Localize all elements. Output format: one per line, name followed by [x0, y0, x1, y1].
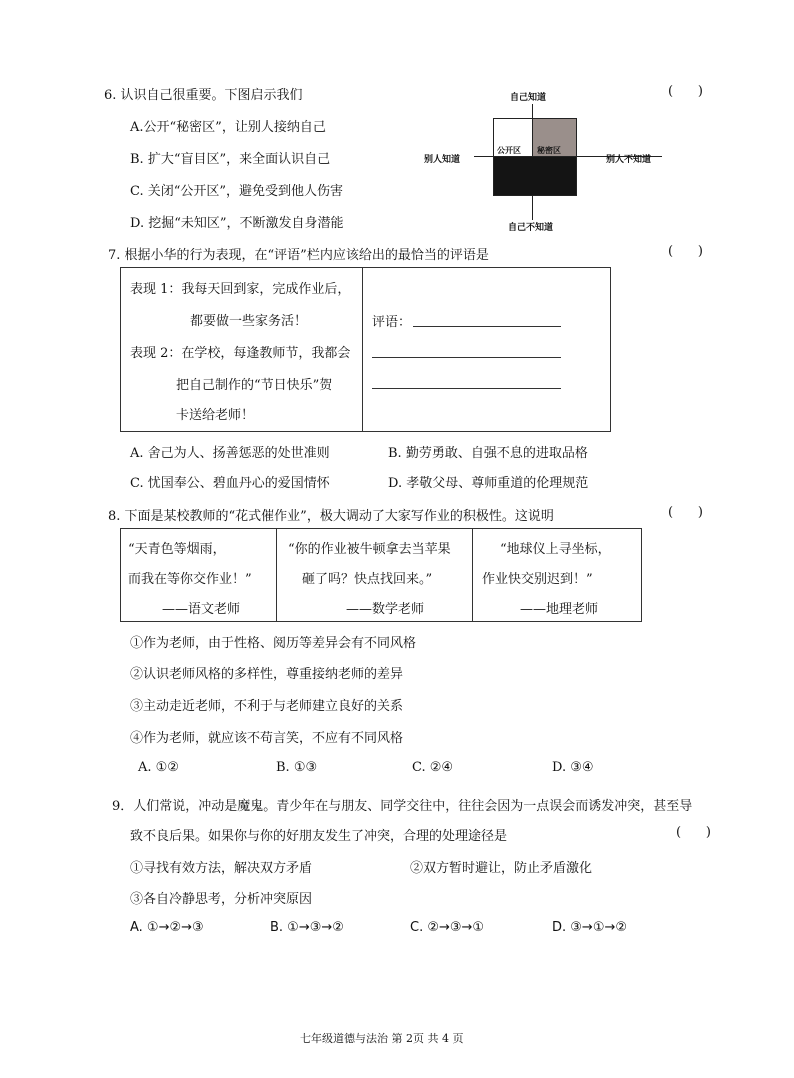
q6-stem: 6. 认识自己很重要。下图启示我们	[104, 88, 303, 103]
q9-stem-line2: 致不良后果。如果你与你的好朋友发生了冲突，合理的处理途径是	[130, 829, 508, 844]
q7-left-line: 把自己制作的“节日快乐”贺	[176, 378, 333, 393]
q6-option-d: D. 挖掘“未知区”，不断激发自身潜能	[130, 216, 344, 231]
q8-option-c: C. ②④	[412, 760, 454, 775]
q7-option-b: B. 勤劳勇敢、自强不息的进取品格	[388, 446, 588, 461]
q9-stem-line1: 9．人们常说，冲动是魔鬼。青少年在与朋友、同学交往中，往往会因为一点误会而诱发冲突，甚至导	[112, 799, 693, 814]
q7-comment-blank-3[interactable]	[372, 388, 561, 389]
q7-option-a: A. 舍己为人、扬善惩恶的处世准则	[130, 446, 330, 461]
q6-answer-paren: ( )	[668, 84, 703, 99]
q8-cell-1-line1: “天青色等烟雨，	[128, 542, 226, 557]
diagram-right-label: 别人不知道	[606, 155, 652, 165]
q8-statement-2: ②认识老师风格的多样性，尊重接纳老师的差异	[130, 667, 404, 682]
q8-option-b: B. ①③	[276, 760, 318, 775]
q8-answer-paren: ( )	[668, 505, 703, 520]
q7-option-c: C. 忧国奉公、碧血丹心的爱国情怀	[130, 476, 330, 491]
q7-table-divider	[362, 267, 363, 432]
johari-diagram	[410, 86, 670, 234]
q7-left-line: 卡送给老师！	[176, 408, 255, 423]
q7-stem: 7. 根据小华的行为表现，在“评语”栏内应该给出的最恰当的评语是	[108, 248, 489, 263]
q7-left-line: 表现 2：在学校，每逢教师节，我都会	[130, 346, 351, 361]
diagram-left-label: 别人知道	[424, 155, 461, 165]
q8-table-divider-2	[472, 528, 473, 622]
q9-option-b: B. ①→③→②	[270, 920, 344, 935]
q7-left-line: 都要做一些家务活！	[190, 314, 308, 329]
q7-answer-paren: ( )	[668, 244, 703, 259]
q9-answer-paren: ( )	[676, 825, 711, 840]
q7-comment-blank-1[interactable]	[413, 326, 561, 327]
q6-option-c: C. 关闭“公开区”，避免受到他人伤害	[130, 184, 344, 199]
q8-statement-3: ③主动走近老师，不利于与老师建立良好的关系	[130, 699, 404, 714]
bottom-dark-fill	[494, 157, 576, 195]
q8-table-divider-1	[276, 528, 277, 622]
page-footer: 七年级道德与法治 第 2页 共 4 页	[300, 1032, 464, 1045]
open-area-label: 公开区	[497, 146, 521, 155]
q8-cell-2-sign: ——数学老师	[346, 602, 425, 617]
q8-cell-3-sign: ——地理老师	[520, 602, 599, 617]
q7-left-line: 表现 1：我每天回到家，完成作业后，	[130, 282, 351, 297]
q9-option-a: A. ①→②→③	[130, 920, 204, 935]
q9-statement-1: ①寻找有效方法，解决双方矛盾	[130, 861, 313, 876]
q8-cell-1-sign: ——语文老师	[162, 602, 241, 617]
q7-comment-blank-2[interactable]	[372, 357, 561, 358]
q9-statement-2: ②双方暂时避让，防止矛盾激化	[410, 861, 593, 876]
q8-cell-2-line2: 砸了吗？快点找回来。”	[302, 572, 433, 587]
q9-option-c: C. ②→③→①	[410, 920, 485, 935]
q8-cell-2-line1: “你的作业被牛顿拿去当苹果	[288, 542, 451, 557]
q8-statement-1: ①作为老师，由于性格、阅历等差异会有不同风格	[130, 636, 417, 651]
q9-statement-3: ③各自冷静思考，分析冲突原因	[130, 892, 313, 907]
q8-cell-3-line1: “地球仪上寻坐标，	[500, 542, 611, 557]
q8-stem: 8. 下面是某校教师的“花式催作业”，极大调动了大家写作业的积极性。这说明	[108, 509, 554, 524]
q8-option-a: A. ①②	[138, 760, 179, 775]
q9-option-d: D. ③→①→②	[552, 920, 628, 935]
diagram-top-label: 自己知道	[510, 93, 547, 103]
diagram-bottom-label: 自己不知道	[508, 223, 554, 233]
q8-cell-1-line2: 而我在等你交作业！”	[128, 572, 252, 587]
q7-comment-label: 评语：	[372, 315, 412, 330]
q6-option-a: A.公开“秘密区”，让别人接纳自己	[130, 120, 326, 135]
q7-option-d: D. 孝敬父母、尊师重道的伦理规范	[388, 476, 589, 491]
q8-statement-4: ④作为老师，就应该不苟言笑，不应有不同风格	[130, 731, 404, 746]
q8-cell-3-line2: 作业快交别迟到！”	[482, 572, 593, 587]
secret-area-label: 秘密区	[537, 146, 561, 155]
q6-option-b: B. 扩大“盲目区”，来全面认识自己	[130, 152, 331, 167]
q8-option-d: D. ③④	[552, 760, 594, 775]
